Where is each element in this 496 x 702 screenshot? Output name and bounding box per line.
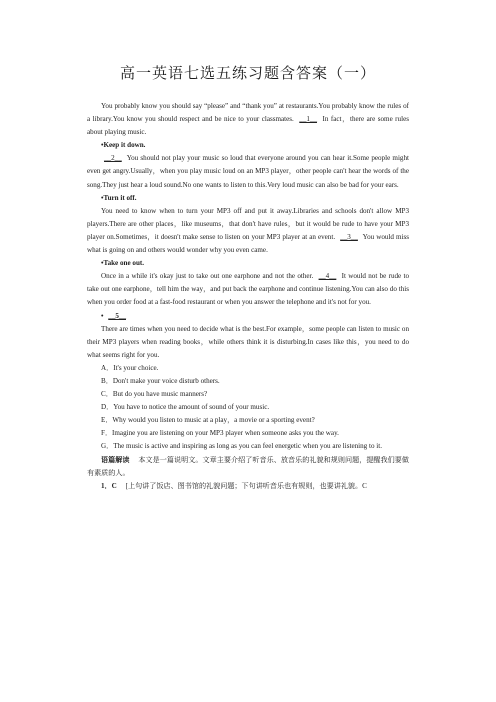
paragraph-1 (87, 100, 409, 139)
blank-2: __2__ (104, 154, 122, 163)
paragraph-4-text-a: Once in a while it's okay just to take out one earphone and not the other. (101, 272, 314, 281)
blank-5: __5__ (108, 311, 126, 320)
paragraph-2-text: You should not play your music so loud that everyone around you can hear it.Some people might even get angry.Usually，when you play music loud on an MP3 player，other people can't hear the words of the song.They just hear a loud sound.No one wants to listen to this.Very loud music can also be bad for your ears. (87, 154, 409, 189)
analysis-label: 语篇解读 (101, 455, 130, 464)
bullet: • (101, 311, 104, 320)
option-d: D．You have to notice the amount of sound of your music. (101, 403, 270, 412)
heading-take-one-out: •Take one out. (101, 259, 145, 268)
heading-keep-it-down: •Keep it down. (101, 141, 146, 150)
blank-1: __1__ (299, 115, 318, 124)
option-g: G．The music is active and inspiring as long as you can feel energetic when you are listening to it. (101, 442, 382, 451)
option-e: E．Why would you listen to music at a play，a movie or a sporting event? (101, 416, 315, 425)
option-a: A．It's your choice. (101, 363, 159, 372)
option-f: F．Imagine you are listening on your MP3 player when someone asks you the way. (101, 429, 339, 438)
paragraph-3-text-a: You need to know when to turn your MP3 off and put it away.Libraries and schools don't allow MP3 players.There are other places，like museums，that don't have rules，but it would be rude to have your MP3 player on.Sometimes，it doesn't make sense to listen on your MP3 player at an event. (87, 206, 409, 241)
paragraph-3-text-b: You would miss what is going on and others would wonder why you even came. (87, 232, 409, 255)
answer-1 (87, 480, 409, 493)
option-c: C．But do you have music manners? (101, 390, 208, 399)
paragraph-4-text-b: It would not be rude to take out one earphone，tell him the way，and put back the earphone and continue listening.You can also do this when you order food at a fast-food restaurant or when you answer the telephone and it's not for you. (87, 272, 409, 307)
paragraph-1-text-a: You probably know you should say “please” and “thank you” at restaurants.You probably know the rules of a library.You know you should respect and be nice to your classmates. (87, 102, 409, 124)
paragraph-1-text-b: In fact，there are some rules about playing music. (87, 115, 409, 137)
document-body (87, 100, 409, 493)
paragraph-3 (87, 205, 409, 257)
answer-1-label: 1．C (101, 481, 117, 490)
analysis-text: 本文是一篇说明文。文章主要介绍了听音乐、放音乐的礼貌和规则问题，提醒我们要做有素质的人。 (87, 455, 410, 477)
paragraph-5: There are times when you need to decide what is the best.For example，some people can listen to music on their MP3 players when reading books，while others think it is disturbing.In cases like this，you need to do what seems right for you. (87, 324, 409, 359)
answer-1-text: [上句讲了饭店、图书馆的礼貌问题；下句讲听音乐也有规则，也要讲礼貌。C (118, 481, 367, 490)
paragraph-2 (87, 152, 409, 191)
document-title: 高一英语七选五练习题含答案（一） (119, 64, 376, 82)
analysis-paragraph (87, 454, 409, 480)
blank-4: __4__ (318, 272, 337, 281)
blank-3: __3__ (340, 232, 358, 241)
heading-turn-it-off: •Turn it off. (101, 193, 137, 202)
heading-blank-5 (87, 310, 409, 323)
option-b: B．Don't make your voice disturb others. (101, 376, 220, 385)
paragraph-4 (87, 270, 409, 309)
